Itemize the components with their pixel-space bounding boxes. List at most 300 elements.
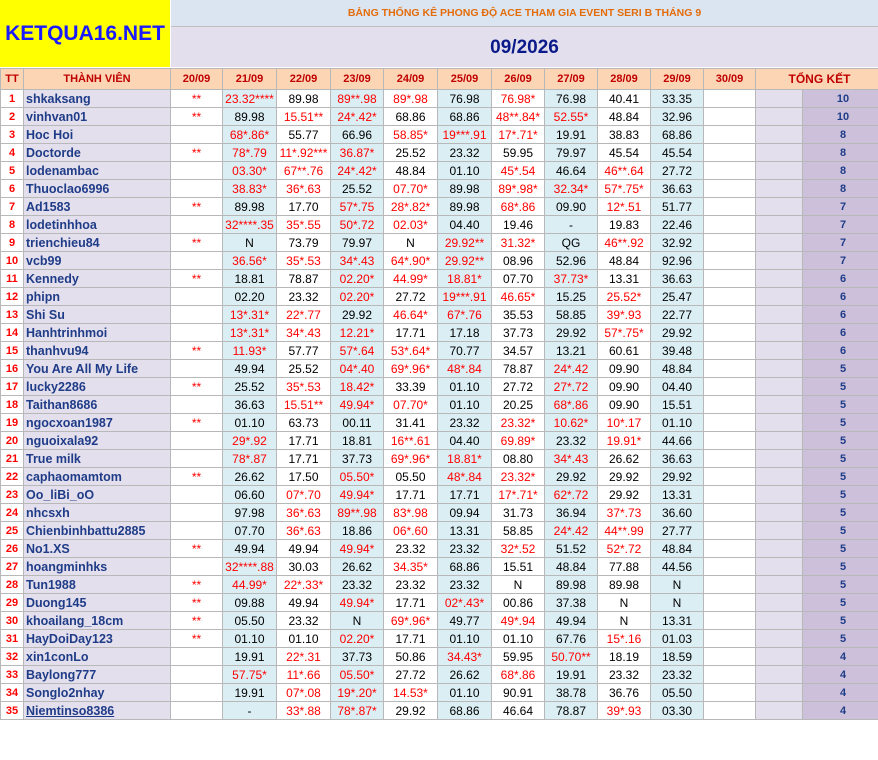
result-cell <box>171 252 223 270</box>
result-cell: 36.56* <box>223 252 277 270</box>
result-cell: 66.96 <box>331 126 384 144</box>
result-cell: 26.62 <box>598 450 651 468</box>
result-cell: ** <box>171 414 223 432</box>
result-cell <box>704 324 756 342</box>
result-cell: 46**.92 <box>598 234 651 252</box>
total-count: 5 <box>803 540 878 558</box>
member-name[interactable]: Doctorde <box>24 144 171 162</box>
member-name[interactable]: Taithan8686 <box>24 396 171 414</box>
table-row <box>1 540 878 558</box>
result-cell: 29*.92 <box>223 432 277 450</box>
result-cell: 29.92 <box>545 324 598 342</box>
result-cell: 50*.72 <box>331 216 384 234</box>
total-spacer <box>756 684 803 702</box>
result-cell: ** <box>171 198 223 216</box>
row-index: 17 <box>1 378 24 396</box>
result-cell: 14.53* <box>384 684 438 702</box>
member-name[interactable]: Niemtinso8386 <box>24 702 171 720</box>
total-count: 5 <box>803 414 878 432</box>
result-cell: 97.98 <box>223 504 277 522</box>
result-cell: 67**.76 <box>277 162 331 180</box>
member-name[interactable]: vinhvan01 <box>24 108 171 126</box>
result-cell: 15.51** <box>277 108 331 126</box>
result-cell: 76.98 <box>438 90 492 108</box>
result-cell: 22*.31 <box>277 648 331 666</box>
result-cell: 89.98 <box>438 180 492 198</box>
member-name[interactable]: Baylong777 <box>24 666 171 684</box>
result-cell: 49*.94 <box>492 612 545 630</box>
result-cell: 04.40 <box>438 216 492 234</box>
result-cell: 50.86 <box>384 648 438 666</box>
result-cell: 11*.66 <box>277 666 331 684</box>
table-row <box>1 90 878 108</box>
result-cell: 05.50 <box>651 684 704 702</box>
result-cell: 33*.88 <box>277 702 331 720</box>
result-cell: 12.21* <box>331 324 384 342</box>
row-index: 11 <box>1 270 24 288</box>
total-spacer <box>756 162 803 180</box>
result-cell <box>704 684 756 702</box>
result-cell: 19.91 <box>223 648 277 666</box>
total-count: 6 <box>803 270 878 288</box>
total-count: 7 <box>803 198 878 216</box>
row-index: 16 <box>1 360 24 378</box>
result-cell: 19***.91 <box>438 288 492 306</box>
result-cell: 10.62* <box>545 414 598 432</box>
member-name[interactable]: Chienbinhbattu2885 <box>24 522 171 540</box>
result-cell: 23.32 <box>438 576 492 594</box>
result-cell: 44.56 <box>651 558 704 576</box>
result-cell <box>704 180 756 198</box>
result-cell: 36*.63 <box>277 180 331 198</box>
result-cell <box>171 648 223 666</box>
result-cell: 07.70* <box>384 396 438 414</box>
result-cell: 17.71 <box>384 594 438 612</box>
row-index: 10 <box>1 252 24 270</box>
result-cell: 19.83 <box>598 216 651 234</box>
member-name[interactable]: You Are All My Life <box>24 360 171 378</box>
result-cell: 52*.72 <box>598 540 651 558</box>
total-spacer <box>756 666 803 684</box>
result-cell: 23.32 <box>651 666 704 684</box>
member-name[interactable]: HayDoiDay123 <box>24 630 171 648</box>
total-count: 6 <box>803 324 878 342</box>
result-cell: 40.41 <box>598 90 651 108</box>
result-cell: 49.94 <box>545 612 598 630</box>
total-spacer <box>756 324 803 342</box>
result-cell: 29.92 <box>598 486 651 504</box>
total-spacer <box>756 612 803 630</box>
member-name[interactable]: ngocxoan1987 <box>24 414 171 432</box>
result-cell: 29.92 <box>651 324 704 342</box>
row-index: 12 <box>1 288 24 306</box>
member-name[interactable]: Kennedy <box>24 270 171 288</box>
total-count: 7 <box>803 216 878 234</box>
row-index: 31 <box>1 630 24 648</box>
total-spacer <box>756 108 803 126</box>
result-cell <box>171 396 223 414</box>
result-cell <box>171 702 223 720</box>
result-cell: 17*.71* <box>492 486 545 504</box>
result-cell <box>171 360 223 378</box>
total-count: 4 <box>803 702 878 720</box>
result-cell: 44.99* <box>384 270 438 288</box>
result-cell <box>704 234 756 252</box>
result-cell <box>171 684 223 702</box>
total-spacer <box>756 396 803 414</box>
total-count: 8 <box>803 126 878 144</box>
result-cell: 50.70** <box>545 648 598 666</box>
result-cell: 25.52* <box>598 288 651 306</box>
result-cell: 01.10 <box>438 630 492 648</box>
result-cell: 23.32 <box>331 576 384 594</box>
result-cell: 59.95 <box>492 648 545 666</box>
result-cell: 09.94 <box>438 504 492 522</box>
result-cell: 67*.76 <box>438 306 492 324</box>
row-index: 26 <box>1 540 24 558</box>
result-cell: 01.10 <box>223 630 277 648</box>
result-cell: 23.32* <box>492 414 545 432</box>
row-index: 33 <box>1 666 24 684</box>
total-spacer <box>756 468 803 486</box>
result-cell: 68.86 <box>438 108 492 126</box>
result-cell: 26.62 <box>438 666 492 684</box>
result-cell: 18.81* <box>438 270 492 288</box>
total-count: 5 <box>803 576 878 594</box>
member-name[interactable]: Hanhtrinhmoi <box>24 324 171 342</box>
result-cell <box>171 306 223 324</box>
result-cell: 05.50* <box>331 468 384 486</box>
total-spacer <box>756 594 803 612</box>
result-cell: 13.31 <box>598 270 651 288</box>
member-name[interactable]: nguoixala92 <box>24 432 171 450</box>
result-cell: 15.51** <box>277 396 331 414</box>
result-cell: 33.39 <box>384 378 438 396</box>
result-cell: 22*.33* <box>277 576 331 594</box>
result-cell: 31.32* <box>492 234 545 252</box>
total-count: 5 <box>803 630 878 648</box>
total-count: 6 <box>803 306 878 324</box>
member-name[interactable]: lodetinhhoa <box>24 216 171 234</box>
result-cell <box>171 486 223 504</box>
row-index: 18 <box>1 396 24 414</box>
result-cell: 03.30 <box>651 702 704 720</box>
result-cell <box>171 162 223 180</box>
total-spacer <box>756 270 803 288</box>
total-count: 6 <box>803 342 878 360</box>
result-cell <box>704 306 756 324</box>
result-cell: 18.59 <box>651 648 704 666</box>
result-cell: ** <box>171 612 223 630</box>
result-cell: 18.81 <box>331 432 384 450</box>
member-name[interactable]: phipn <box>24 288 171 306</box>
result-cell: 45*.54 <box>492 162 545 180</box>
total-count: 5 <box>803 522 878 540</box>
table-row <box>1 216 878 234</box>
result-cell: 35.53 <box>492 306 545 324</box>
total-count: 7 <box>803 252 878 270</box>
result-cell <box>171 558 223 576</box>
table-row <box>1 522 878 540</box>
result-cell: 48.84 <box>598 108 651 126</box>
member-name[interactable]: vcb99 <box>24 252 171 270</box>
result-cell: 13.21 <box>545 342 598 360</box>
total-spacer <box>756 630 803 648</box>
table-row <box>1 450 878 468</box>
result-cell: 51.52 <box>545 540 598 558</box>
result-cell: 49.94* <box>331 540 384 558</box>
month-title: 09/2026 <box>171 27 878 67</box>
result-cell: 24*.42* <box>331 162 384 180</box>
result-cell: 05.50* <box>331 666 384 684</box>
result-cell: 69*.96* <box>384 360 438 378</box>
row-index: 1 <box>1 90 24 108</box>
result-cell: 08.96 <box>492 252 545 270</box>
member-name[interactable]: lodenambac <box>24 162 171 180</box>
result-cell: 29.92 <box>545 468 598 486</box>
result-cell: 89**.98 <box>331 90 384 108</box>
header-member: THÀNH VIÊN <box>24 69 171 90</box>
member-name[interactable]: Shi Su <box>24 306 171 324</box>
total-count: 5 <box>803 594 878 612</box>
table-row <box>1 648 878 666</box>
result-cell: ** <box>171 468 223 486</box>
table-row <box>1 396 878 414</box>
row-index: 19 <box>1 414 24 432</box>
member-name[interactable]: True milk <box>24 450 171 468</box>
member-name[interactable]: No1.XS <box>24 540 171 558</box>
result-cell: 68.86 <box>438 702 492 720</box>
table-row <box>1 270 878 288</box>
result-cell <box>171 432 223 450</box>
result-cell <box>704 432 756 450</box>
table-row <box>1 432 878 450</box>
result-cell <box>704 486 756 504</box>
result-cell: 46.65* <box>492 288 545 306</box>
result-cell: 36.76 <box>598 684 651 702</box>
result-cell: 23.32 <box>384 576 438 594</box>
table-row <box>1 612 878 630</box>
result-cell: 11*.92*** <box>277 144 331 162</box>
result-cell: 39.48 <box>651 342 704 360</box>
result-cell: 59.95 <box>492 144 545 162</box>
header-date: 26/09 <box>492 69 545 90</box>
table-row <box>1 108 878 126</box>
result-cell: 02.20 <box>223 288 277 306</box>
result-cell: 38.83 <box>598 126 651 144</box>
result-cell: 89.98 <box>598 576 651 594</box>
result-cell: N <box>598 594 651 612</box>
member-name[interactable]: hoangminhks <box>24 558 171 576</box>
result-cell: 01.10 <box>438 684 492 702</box>
result-cell: 02*.43* <box>438 594 492 612</box>
result-cell: 23.32 <box>438 414 492 432</box>
result-cell: 58.85 <box>492 522 545 540</box>
result-cell: 01.10 <box>438 396 492 414</box>
member-name[interactable]: thanhvu94 <box>24 342 171 360</box>
row-index: 13 <box>1 306 24 324</box>
table-row <box>1 558 878 576</box>
result-cell: 06*.60 <box>384 522 438 540</box>
result-cell: 07.70 <box>223 522 277 540</box>
result-cell <box>704 270 756 288</box>
result-cell: 25.47 <box>651 288 704 306</box>
result-cell: 44**.99 <box>598 522 651 540</box>
total-count: 5 <box>803 558 878 576</box>
member-name[interactable]: lucky2286 <box>24 378 171 396</box>
member-name[interactable]: Thuoclao6996 <box>24 180 171 198</box>
total-spacer <box>756 558 803 576</box>
table-row <box>1 198 878 216</box>
result-cell: N <box>384 234 438 252</box>
result-cell: 17.50 <box>277 468 331 486</box>
result-cell: 06.60 <box>223 486 277 504</box>
total-spacer <box>756 342 803 360</box>
member-name[interactable]: nhcsxh <box>24 504 171 522</box>
total-spacer <box>756 486 803 504</box>
result-cell: 02.20* <box>331 630 384 648</box>
result-cell: 07*.08 <box>277 684 331 702</box>
result-cell <box>704 468 756 486</box>
result-cell: 17.71 <box>277 432 331 450</box>
result-cell: 48.84 <box>545 558 598 576</box>
table-row <box>1 360 878 378</box>
result-cell: 39*.93 <box>598 306 651 324</box>
result-cell <box>704 504 756 522</box>
table-row <box>1 486 878 504</box>
header-date: 20/09 <box>171 69 223 90</box>
result-cell <box>171 216 223 234</box>
result-cell: ** <box>171 342 223 360</box>
result-cell: 23.32 <box>384 540 438 558</box>
member-name[interactable]: Songlo2nhay <box>24 684 171 702</box>
result-cell: 22*.77 <box>277 306 331 324</box>
result-cell: N <box>598 612 651 630</box>
table-row <box>1 666 878 684</box>
total-spacer <box>756 198 803 216</box>
result-cell: 05.50 <box>223 612 277 630</box>
row-index: 29 <box>1 594 24 612</box>
member-name[interactable]: Ad1583 <box>24 198 171 216</box>
result-cell <box>704 522 756 540</box>
result-cell: 29.92 <box>651 468 704 486</box>
result-cell: 57.77 <box>277 342 331 360</box>
result-cell: 20.25 <box>492 396 545 414</box>
total-count: 5 <box>803 432 878 450</box>
result-cell: 01.03 <box>651 630 704 648</box>
member-name[interactable]: Hoc Hoi <box>24 126 171 144</box>
result-cell: 19*.20* <box>331 684 384 702</box>
result-cell: 35*.53 <box>277 378 331 396</box>
result-cell: 32****.35 <box>223 216 277 234</box>
member-name[interactable]: Duong145 <box>24 594 171 612</box>
result-cell: 46.64 <box>492 702 545 720</box>
row-index: 30 <box>1 612 24 630</box>
result-cell: ** <box>171 90 223 108</box>
member-name[interactable]: Tun1988 <box>24 576 171 594</box>
result-cell: ** <box>171 234 223 252</box>
table-row <box>1 126 878 144</box>
result-cell: 89**.98 <box>331 504 384 522</box>
result-cell: 01.10 <box>438 378 492 396</box>
result-cell: 09.90 <box>545 198 598 216</box>
result-cell <box>704 360 756 378</box>
total-spacer <box>756 504 803 522</box>
result-cell: 17.71 <box>438 486 492 504</box>
result-cell: N <box>492 576 545 594</box>
result-cell: 23.32 <box>545 432 598 450</box>
member-name[interactable]: shkaksang <box>24 90 171 108</box>
result-cell: ** <box>171 594 223 612</box>
total-count: 7 <box>803 234 878 252</box>
member-name[interactable]: Oo_liBi_oO <box>24 486 171 504</box>
result-cell: ** <box>171 270 223 288</box>
result-cell: 57.75* <box>223 666 277 684</box>
header-date: 27/09 <box>545 69 598 90</box>
result-cell <box>704 414 756 432</box>
result-cell: 09.90 <box>598 378 651 396</box>
header-row <box>1 69 878 90</box>
result-cell: 27.77 <box>651 522 704 540</box>
result-cell: 27.72 <box>651 162 704 180</box>
result-cell <box>171 324 223 342</box>
result-cell <box>704 162 756 180</box>
result-cell: 68.86 <box>651 126 704 144</box>
total-spacer <box>756 216 803 234</box>
row-index: 35 <box>1 702 24 720</box>
result-cell <box>171 522 223 540</box>
result-cell: 17.18 <box>438 324 492 342</box>
result-cell: 31.73 <box>492 504 545 522</box>
result-cell: 51.77 <box>651 198 704 216</box>
total-count: 8 <box>803 162 878 180</box>
result-cell: 36.63 <box>651 180 704 198</box>
result-cell: 64*.90* <box>384 252 438 270</box>
total-spacer <box>756 648 803 666</box>
result-cell <box>704 612 756 630</box>
result-cell: 48.84 <box>384 162 438 180</box>
row-index: 20 <box>1 432 24 450</box>
member-name[interactable]: trienchieu84 <box>24 234 171 252</box>
result-cell: 00.86 <box>492 594 545 612</box>
result-cell: 89.98 <box>277 90 331 108</box>
result-cell: 36.87* <box>331 144 384 162</box>
result-cell: 69.89* <box>492 432 545 450</box>
member-name[interactable]: xin1conLo <box>24 648 171 666</box>
result-cell: 89.98 <box>545 576 598 594</box>
result-cell: 19.91* <box>598 432 651 450</box>
total-count: 5 <box>803 360 878 378</box>
total-spacer <box>756 540 803 558</box>
result-cell: 26.62 <box>331 558 384 576</box>
result-cell: 68*.86* <box>223 126 277 144</box>
total-spacer <box>756 432 803 450</box>
result-cell: 27.72 <box>384 288 438 306</box>
table-row <box>1 342 878 360</box>
result-cell: 05.50 <box>384 468 438 486</box>
result-cell: 32****.88 <box>223 558 277 576</box>
table-body <box>1 90 878 720</box>
result-cell: 90.91 <box>492 684 545 702</box>
result-cell: 17*.71* <box>492 126 545 144</box>
result-cell: 52.96 <box>545 252 598 270</box>
member-name[interactable]: khoailang_18cm <box>24 612 171 630</box>
member-name[interactable]: caphaomamtom <box>24 468 171 486</box>
table-row <box>1 576 878 594</box>
result-cell <box>171 288 223 306</box>
site-logo[interactable]: KETQUA16.NET <box>0 0 170 67</box>
result-cell <box>704 90 756 108</box>
